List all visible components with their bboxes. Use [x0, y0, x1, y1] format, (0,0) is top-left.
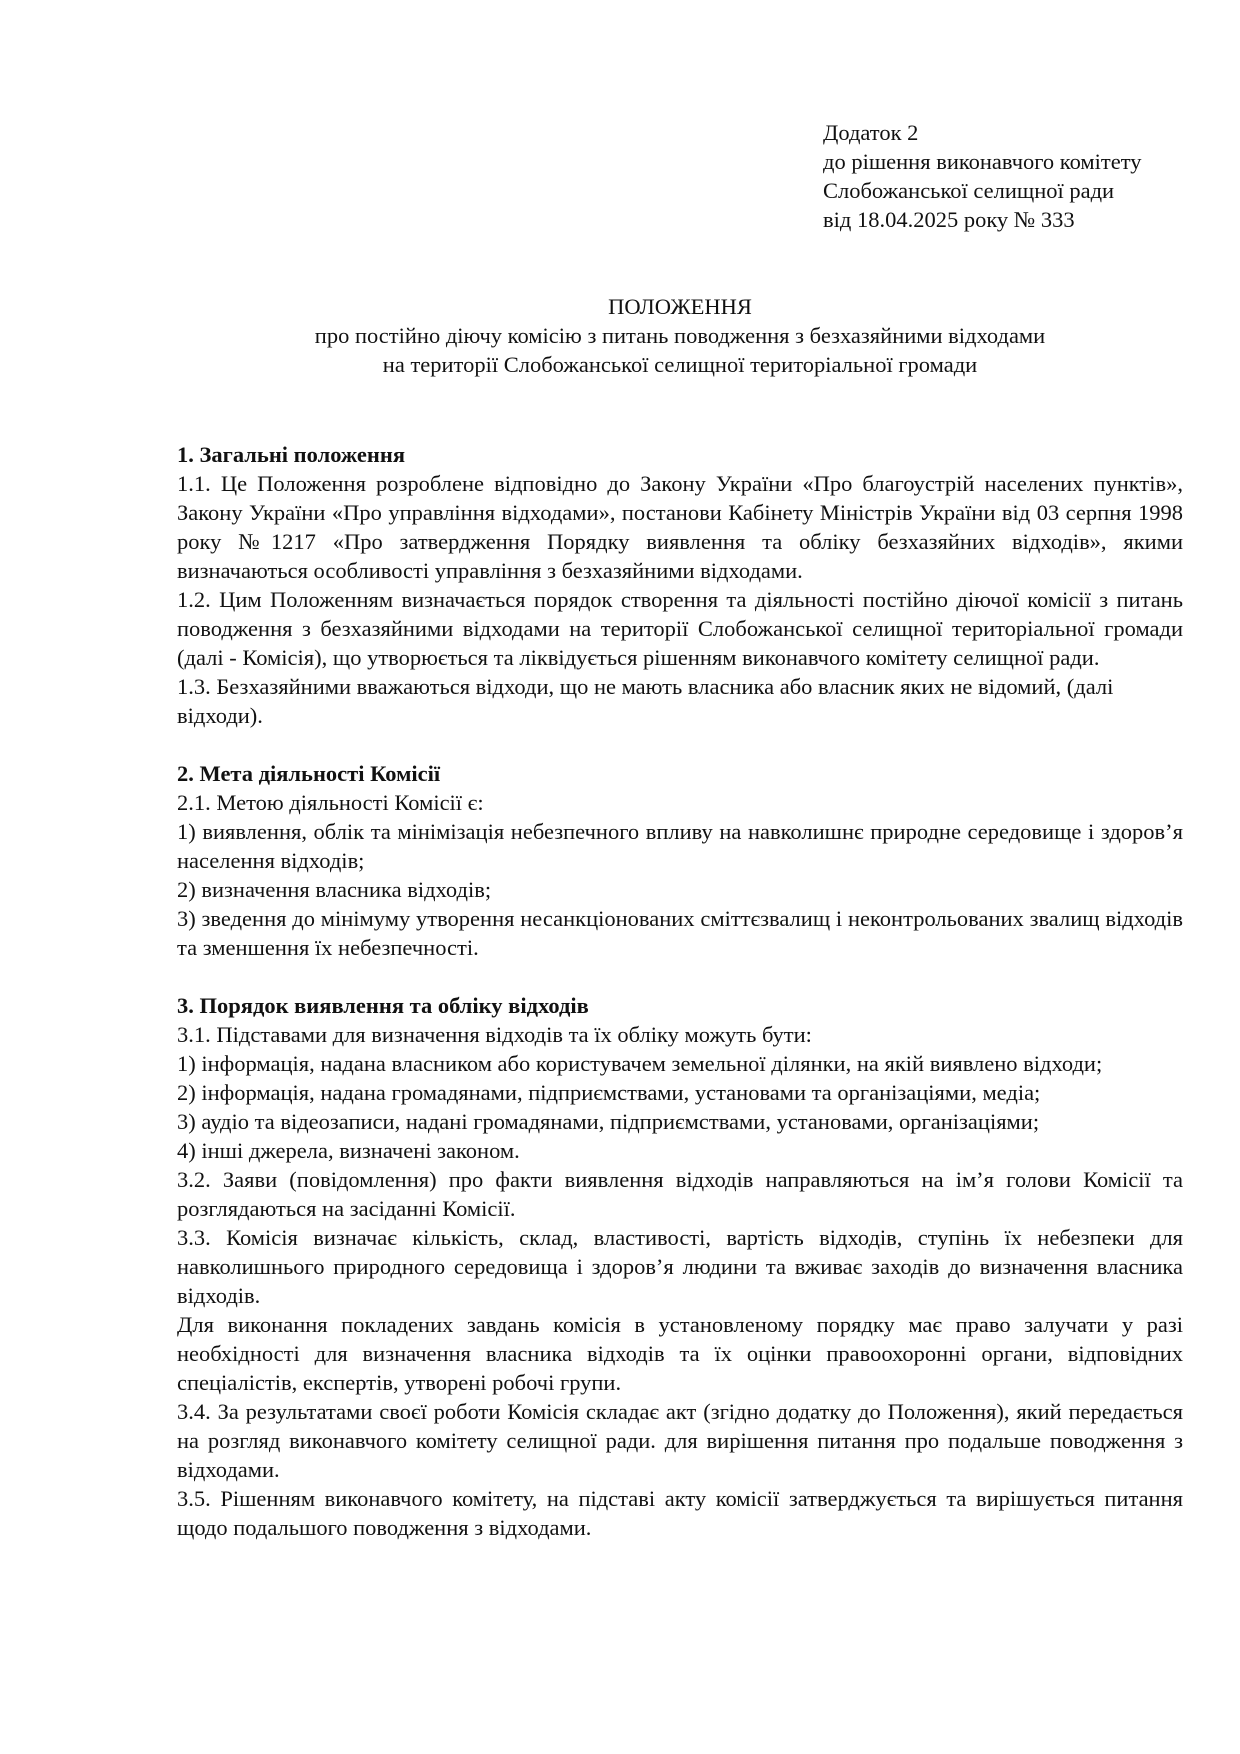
document-title-block: [177, 292, 1183, 379]
section-1-heading: 1. Загальні положення: [177, 442, 405, 467]
list-item-3-2: 2) інформація, надана громадянами, підприємствами, установами та організаціями, медіа;: [177, 1080, 1041, 1105]
section-2-heading: 2. Мета діяльності Комісії: [177, 761, 441, 786]
list-item-3-3: 3) аудіо та відеозаписи, надані громадянами, підприємствами, установами, організаціями;: [177, 1109, 1040, 1134]
section-gap: [177, 730, 1183, 759]
annex-block: [823, 118, 1142, 234]
paragraph-3-3-continued: Для виконання покладених завдань комісія в установленому порядку має право залучати у разі необхідності для визначення власника відходів та їх оцінки правоохоронні органи, відповідних спеціалістів, експертів, утворені робочі групи.: [177, 1312, 1183, 1395]
list-item-3-1: 1) інформація, надана власником або користувачем земельної ділянки, на якій виявлено відходи;: [177, 1051, 1103, 1076]
paragraph-3-5: 3.5. Рішенням виконавчого комітету, на підставі акту комісії затверджується та вирішується питання щодо подальшого поводження з відходами.: [177, 1486, 1183, 1540]
annex-council-line: Слобожанської селищної ради: [823, 178, 1115, 203]
document-subtitle-line2: на території Слобожанської селищної територіальної громади: [382, 352, 978, 377]
list-item-2-1: 1) виявлення, облік та мінімізація небезпечного впливу на навколишнє природне середовище і здоров’я населення відходів;: [177, 819, 1183, 873]
list-item-2-3: 3) зведення до мінімуму утворення несанкціонованих сміттєзвалищ і неконтрольованих звалищ відходів та зменшення їх небезпечності.: [177, 906, 1183, 960]
section-3-heading: 3. Порядок виявлення та обліку відходів: [177, 993, 589, 1018]
document-title: ПОЛОЖЕННЯ: [608, 294, 752, 319]
annex-date-line: від 18.04.2025 року № 333: [823, 207, 1075, 232]
paragraph-3-1: 3.1. Підставами для визначення відходів та їх обліку можуть бути:: [177, 1022, 812, 1047]
paragraph-1-2: 1.2. Цим Положенням визначається порядок створення та діяльності постійно діючої комісії з питань поводження з безхазяйними відходами на території Слобожанської селищної територіальної громади (далі - Комісія), що утворюється та ліквідується рішенням виконавчого комітету селищної ради.: [177, 587, 1183, 670]
document-body: [177, 440, 1183, 1542]
paragraph-2-1: 2.1. Метою діяльності Комісії є:: [177, 790, 484, 815]
paragraph-1-1: 1.1. Це Положення розроблене відповідно до Закону України «Про благоустрій населених пунктів», Закону України «Про управління відходами», постанови Кабінету Міністрів України від 03 серпня 1998 року №1217 «Про затвердження Порядку виявлення та обліку безхазяйних відходів», якими визначаються особливості управління з безхазяйними відходами.: [177, 471, 1183, 583]
paragraph-3-4: 3.4. За результатами своєї роботи Комісія складає акт (згідно додатку до Положення), який передається на розгляд виконавчого комітету селищної ради. для вирішення питання про подальше поводження з відходами.: [177, 1399, 1183, 1482]
document-subtitle-line1: про постійно діючу комісію з питань поводження з безхазяйними відходами: [314, 323, 1046, 348]
paragraph-1-3: 1.3. Безхазяйними вважаються відходи, що не мають власника або власник яких не відомий, (далі відходи).: [177, 674, 1114, 728]
list-item-3-4: 4) інші джерела, визначені законом.: [177, 1138, 520, 1163]
list-item-2-2: 2) визначення власника відходів;: [177, 877, 492, 902]
annex-number: Додаток 2: [823, 120, 919, 145]
paragraph-3-2: 3.2. Заяви (повідомлення) про факти виявлення відходів направляються на ім’я голови Комісії та розглядаються на засіданні Комісії.: [177, 1167, 1183, 1221]
paragraph-3-3: 3.3. Комісія визначає кількість, склад, властивості, вартість відходів, ступінь їх небезпеки для навколишнього природного середовища і здоров’я людини та вживає заходів до визначення власника відходів.: [177, 1225, 1183, 1308]
section-gap: [177, 962, 1183, 991]
annex-decision-line: до рішення виконавчого комітету: [823, 149, 1142, 174]
